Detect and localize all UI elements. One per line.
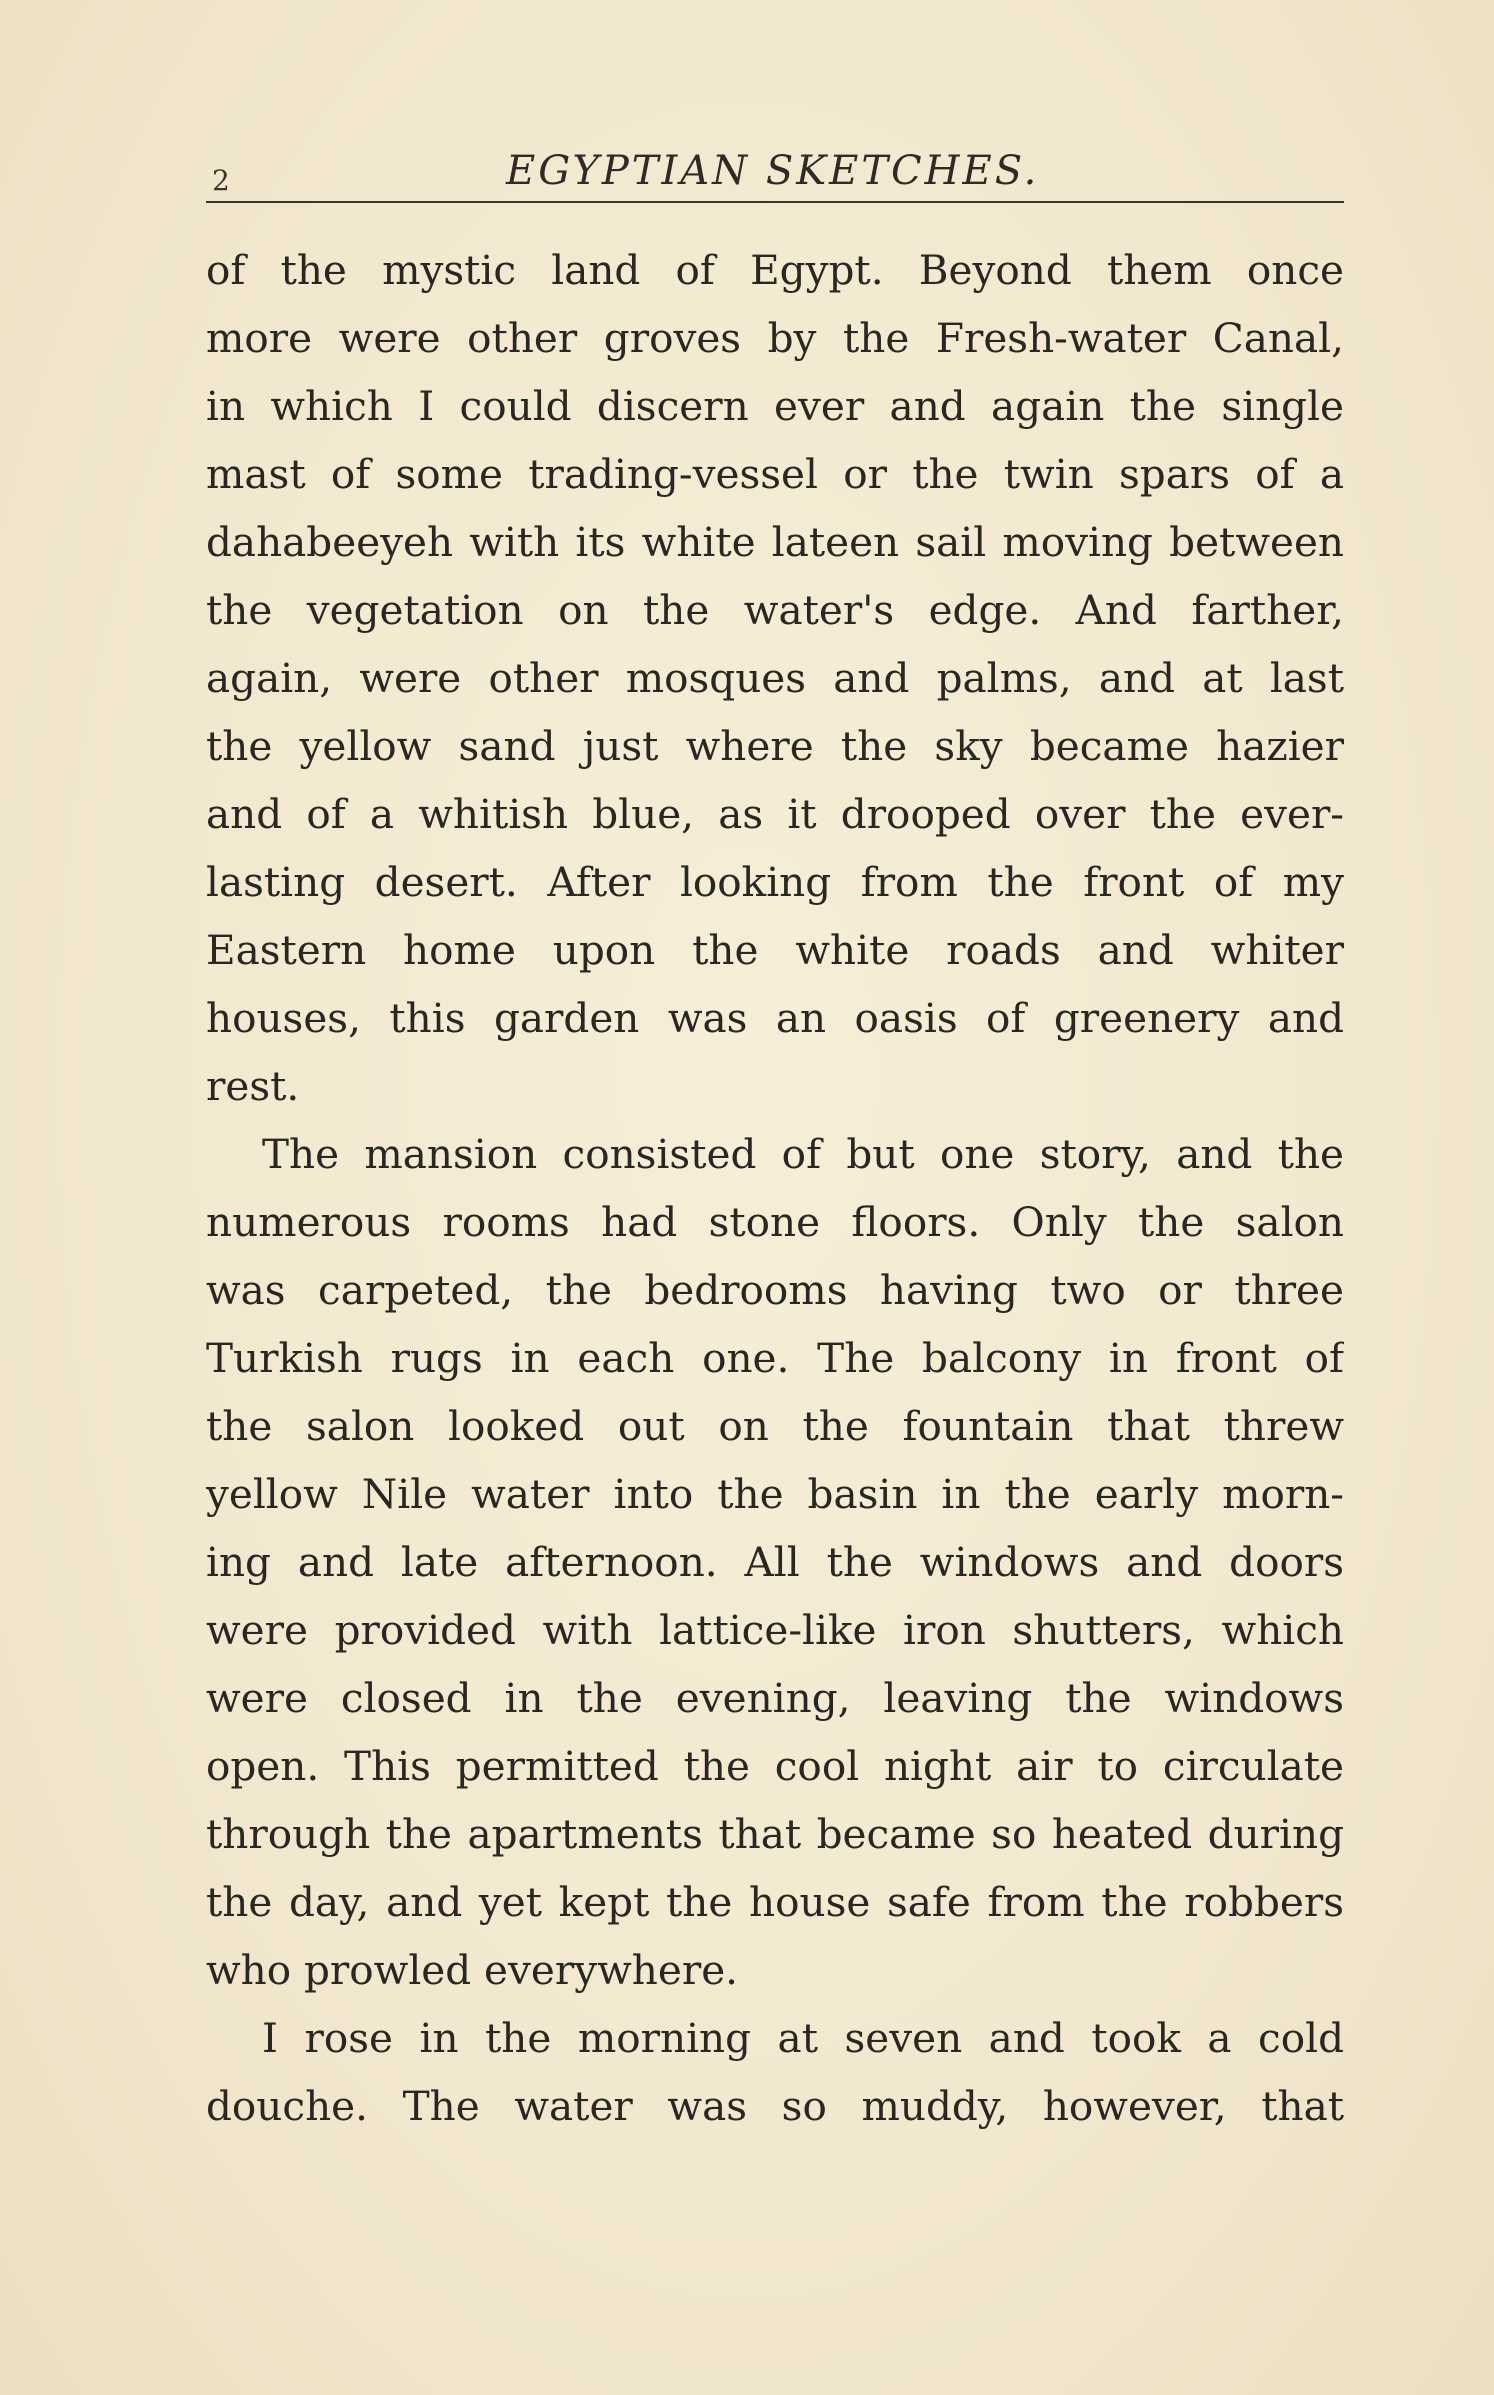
text-line: mast of some trading-vessel or the twin spars of a [206, 450, 1344, 498]
text-line-paragraph-end: who prowled everywhere. [206, 1946, 739, 1994]
text-line: the vegetation on the water's edge. And farther, [206, 586, 1344, 634]
text-line-paragraph-end: rest. [206, 1062, 300, 1110]
text-line: the salon looked out on the fountain that threw [206, 1402, 1344, 1450]
body-text [206, 236, 1344, 2140]
running-title: EGYPTIAN SKETCHES. [506, 148, 1040, 194]
text-line: in which I could discern ever and again the single [206, 382, 1344, 430]
text-line: open. This permitted the cool night air to circulate [206, 1742, 1344, 1790]
text-line: again, were other mosques and palms, and at last [206, 654, 1344, 702]
text-line: were provided with lattice-like iron shutters, which [206, 1606, 1344, 1654]
text-line: through the apartments that became so heated during [206, 1810, 1344, 1858]
text-line: of the mystic land of Egypt. Beyond them once [206, 246, 1344, 294]
text-line-paragraph-start: The mansion consisted of but one story, and the [262, 1130, 1344, 1178]
text-line: yellow Nile water into the basin in the early morn- [206, 1470, 1344, 1518]
text-line: dahabeeyeh with its white lateen sail moving between [206, 518, 1344, 566]
text-line: numerous rooms had stone floors. Only the salon [206, 1198, 1344, 1246]
text-line: houses, this garden was an oasis of greenery and [206, 994, 1344, 1042]
text-line: Eastern home upon the white roads and whiter [206, 926, 1344, 974]
text-line: the yellow sand just where the sky became hazier [206, 722, 1344, 770]
page-number: 2 [212, 164, 230, 197]
text-line: douche. The water was so muddy, however, that [206, 2082, 1344, 2130]
text-line: lasting desert. After looking from the front of my [206, 858, 1344, 906]
text-line: and of a whitish blue, as it drooped over the ever- [206, 790, 1344, 838]
text-line: was carpeted, the bedrooms having two or three [206, 1266, 1344, 1314]
text-line: were closed in the evening, leaving the windows [206, 1674, 1344, 1722]
page-header [206, 148, 1344, 198]
text-line: ing and late afternoon. All the windows and doors [206, 1538, 1344, 1586]
header-rule [206, 201, 1344, 203]
text-line: more were other groves by the Fresh-water Canal, [206, 314, 1344, 362]
text-line: the day, and yet kept the house safe from the robbers [206, 1878, 1344, 1926]
text-line: Turkish rugs in each one. The balcony in front of [206, 1334, 1344, 1382]
text-line-paragraph-start: I rose in the morning at seven and took a cold [262, 2014, 1344, 2062]
